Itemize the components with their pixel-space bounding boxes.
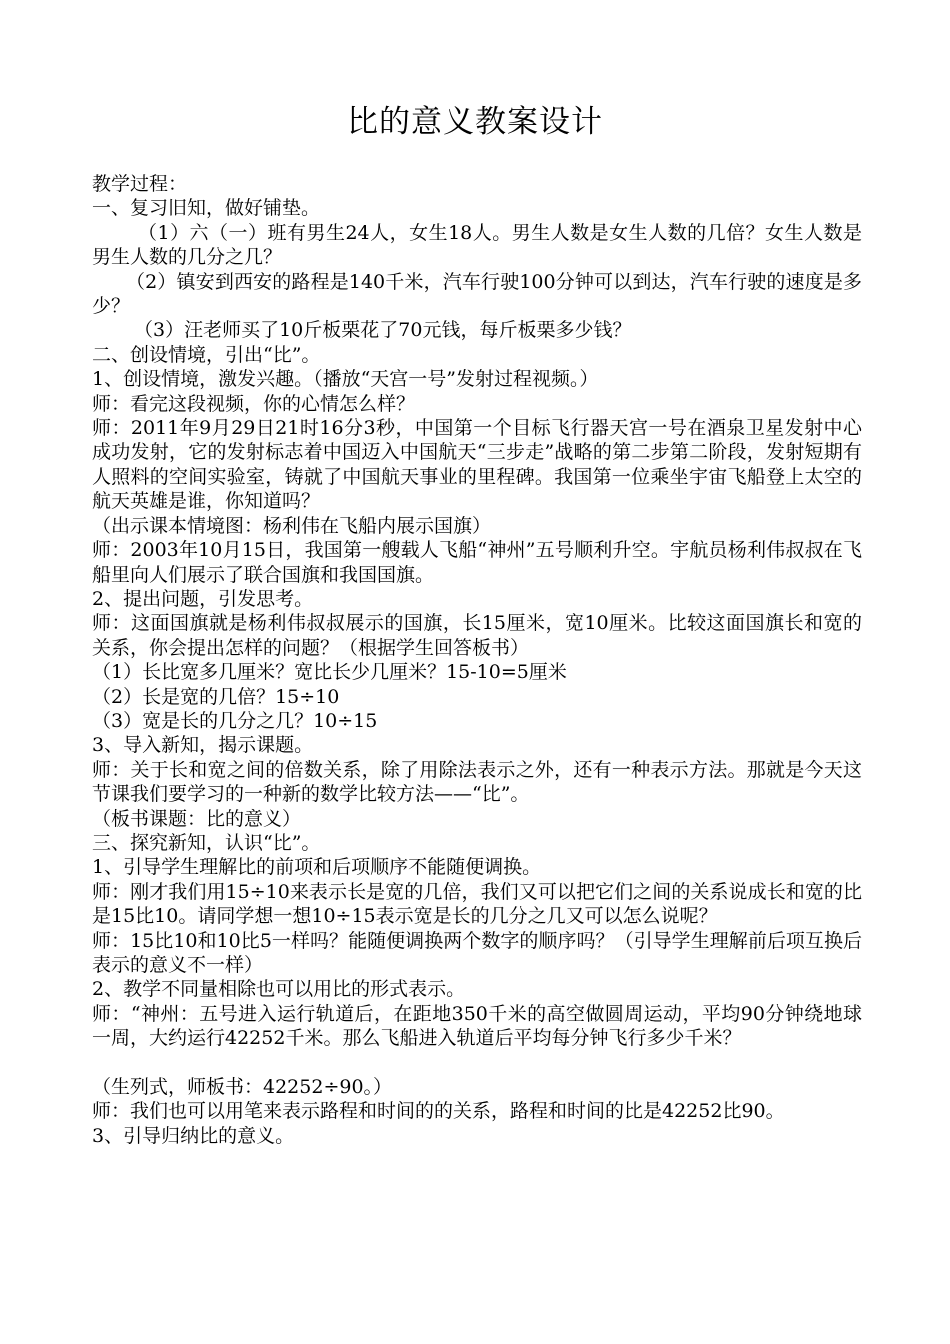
- paragraph: 2、教学不同量相除也可以用比的形式表示。: [92, 978, 466, 1001]
- paragraph: （3）宽是长的几分之几？10÷15: [92, 709, 378, 732]
- paragraph: （2）长是宽的几倍？15÷10: [92, 685, 340, 708]
- paragraph: 3、引导归纳比的意义。: [92, 1124, 295, 1147]
- paragraph: 师：15比10和10比5一样吗？能随便调换两个数字的顺序吗？（引导学生理解前后项互换后表示的意义不一样）: [92, 929, 862, 976]
- document-title: 比的意义教案设计: [347, 104, 603, 140]
- paragraph: 师：2011年9月29日21时16分3秒，中国第一个目标飞行器天宫一号在酒泉卫星发射中心成功发射，它的发射标志着中国迈入中国航天“三步走”战略的第二步第二阶段，发射短期有人照料的空间实验室，铸就了中国航天事业的里程碑。我国第一位乘坐宇宙飞船登上太空的航天英雄是谁，你知道吗？: [92, 417, 862, 513]
- paragraph: 三、探究新知，认识“比”。: [92, 831, 321, 854]
- paragraph: （1）六（一）班有男生24人，女生18人。男生人数是女生人数的几倍？女生人数是男生人数的几分之几？: [92, 221, 862, 269]
- paragraph: （2）镇安到西安的路程是140千米，汽车行驶100分钟可以到达，汽车行驶的速度是多少？: [92, 270, 862, 318]
- paragraph: （生列式，师板书：42252÷90。）: [92, 1076, 393, 1099]
- paragraph: 师：我们也可以用笔来表示路程和时间的的关系，路程和时间的比是42252比90。: [92, 1100, 785, 1123]
- document-body: [92, 172, 862, 1148]
- paragraph: （1）长比宽多几厘米？宽比长少几厘米？15-10=5厘米: [92, 661, 567, 684]
- paragraph: 1、引导学生理解比的前项和后项顺序不能随便调换。: [92, 856, 542, 879]
- paragraph: 师：刚才我们用15÷10来表示长是宽的几倍，我们又可以把它们之间的关系说成长和宽的比是15比10。请同学想一想10÷15表示宽是长的几分之几又可以怎么说呢？: [92, 880, 862, 928]
- paragraph: 1、创设情境，激发兴趣。（播放“天宫一号”发射过程视频。）: [92, 368, 599, 391]
- paragraph: 师：这面国旗就是杨利伟叔叔展示的国旗，长15厘米，宽10厘米。比较这面国旗长和宽的关系，你会提出怎样的问题？（根据学生回答板书）: [92, 612, 862, 659]
- paragraph: 一、复习旧知，做好铺垫。: [92, 197, 321, 220]
- paragraph: 2、提出问题，引发思考。: [92, 587, 314, 610]
- paragraph: 师：“神州：五号进入运行轨道后，在距地350千米的高空做圆周运动，平均90分钟绕地球一周，大约运行42252千米。那么飞船进入轨道后平均每分钟飞行多少千米？: [92, 1002, 862, 1050]
- paragraph: 二、创设情境，引出“比”。: [92, 343, 321, 366]
- paragraph: 3、导入新知，揭示课题。: [92, 734, 314, 757]
- paragraph: 师：2003年10月15日，我国第一艘载人飞船“神州”五号顺利升空。宇航员杨利伟叔叔在飞船里向人们展示了联合国旗和我国国旗。: [92, 539, 862, 586]
- paragraph: 师：关于长和宽之间的倍数关系，除了用除法表示之外，还有一种表示方法。那就是今天这节课我们要学习的一种新的数学比较方法——“比”。: [92, 758, 862, 806]
- paragraph: （3）汪老师买了10斤板栗花了70元钱，每斤板栗多少钱？: [134, 319, 632, 342]
- paragraph: 教学过程：: [92, 173, 188, 195]
- paragraph: （出示课本情境图：杨利伟在飞船内展示国旗）: [92, 514, 492, 537]
- paragraph: 师：看完这段视频，你的心情怎么样？: [92, 392, 416, 415]
- paragraph: （板书课题：比的意义）: [92, 807, 302, 830]
- blank-line: [92, 1051, 862, 1075]
